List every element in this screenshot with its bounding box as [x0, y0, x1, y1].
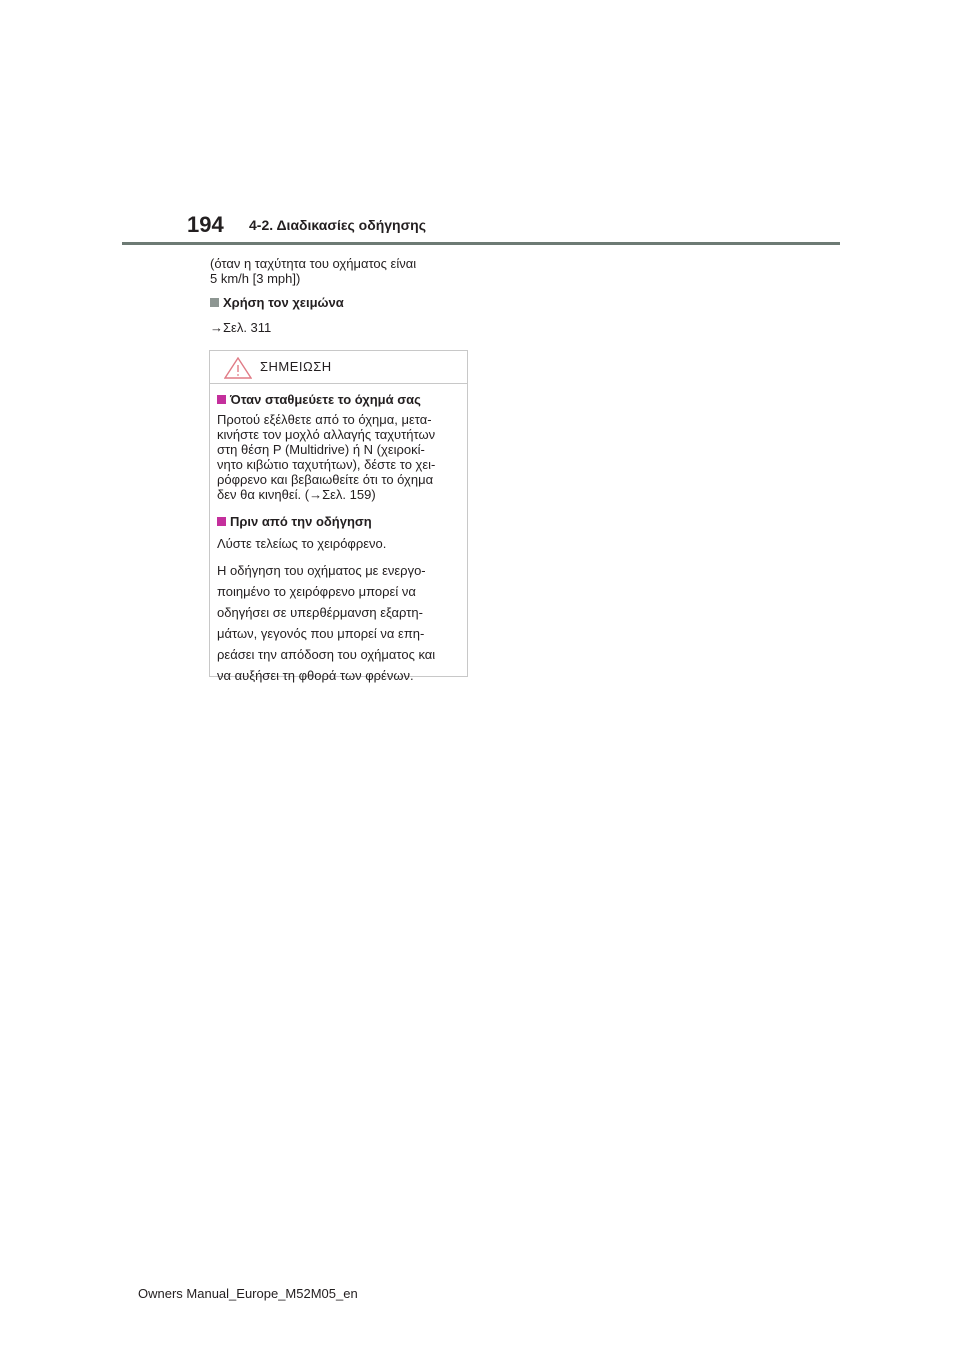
- driving-line: ρεάσει την απόδοση του οχήματος και: [217, 647, 436, 662]
- parking-heading: [217, 392, 461, 407]
- page-number: 194: [187, 212, 224, 237]
- driving-heading: [217, 514, 461, 529]
- driving-line: οδηγήσει σε υπερθέρμανση εξαρτη-: [217, 605, 423, 620]
- page-footer: Owners Manual_Europe_M52M05_en: [138, 1286, 358, 1301]
- parking-heading-label: Όταν σταθμεύετε το όχημά σας: [230, 392, 421, 407]
- parking-line: στη θέση P (Multidrive) ή N (χειροκί-: [217, 442, 425, 457]
- winter-heading: [210, 295, 470, 310]
- warning-triangle-icon: [224, 357, 252, 379]
- parking-line: κινήστε τον μοχλό αλλαγής ταχυτήτων: [217, 427, 436, 442]
- section-title: 4-2. Διαδικασίες οδήγησης: [249, 217, 427, 233]
- driving-instruction: Λύστε τελείως το χειρόφρενο.: [217, 536, 387, 551]
- driving-line: Η οδήγηση του οχήματος με ενεργο-: [217, 563, 426, 578]
- driving-heading-label: Πριν από την οδήγηση: [230, 514, 372, 529]
- magenta-square-icon: [217, 517, 226, 526]
- page-header: [122, 212, 840, 246]
- magenta-square-icon: [217, 395, 226, 404]
- notice-title: ΣΗΜΕΙΩΣΗ: [260, 359, 332, 374]
- header-divider: [122, 242, 840, 245]
- intro-line-1: (όταν η ταχύτητα του οχήματος είναι: [210, 256, 417, 271]
- driving-line: ποιημένο το χειρόφρενο μπορεί να: [217, 584, 416, 599]
- winter-heading-label: Χρήση τον χειμώνα: [223, 295, 344, 310]
- parking-line: νητο κιβώτιο ταχυτήτων), δέστε το χει-: [217, 457, 436, 472]
- parking-paragraph: [217, 412, 461, 502]
- winter-page-reference[interactable]: →Σελ. 311: [210, 320, 272, 335]
- driving-line: μάτων, γεγονός που μπορεί να επη-: [217, 626, 425, 641]
- main-text-column: [210, 256, 470, 335]
- parking-line: Προτού εξέλθετε από το όχημα, μετα-: [217, 412, 432, 427]
- parking-line: δεν θα κινηθεί. (→Σελ. 159): [217, 487, 376, 502]
- parking-line: ρόφρενο και βεβαιωθείτε ότι το όχημα: [217, 472, 434, 487]
- notice-header: [210, 351, 467, 384]
- gray-square-icon: [210, 298, 219, 307]
- driving-line: να αυξήσει τη φθορά των φρένων.: [217, 668, 414, 683]
- notice-body: [210, 384, 467, 686]
- intro-line-2: 5 km/h [3 mph]): [210, 271, 301, 286]
- driving-paragraph: [217, 560, 461, 686]
- notice-box: [209, 350, 468, 683]
